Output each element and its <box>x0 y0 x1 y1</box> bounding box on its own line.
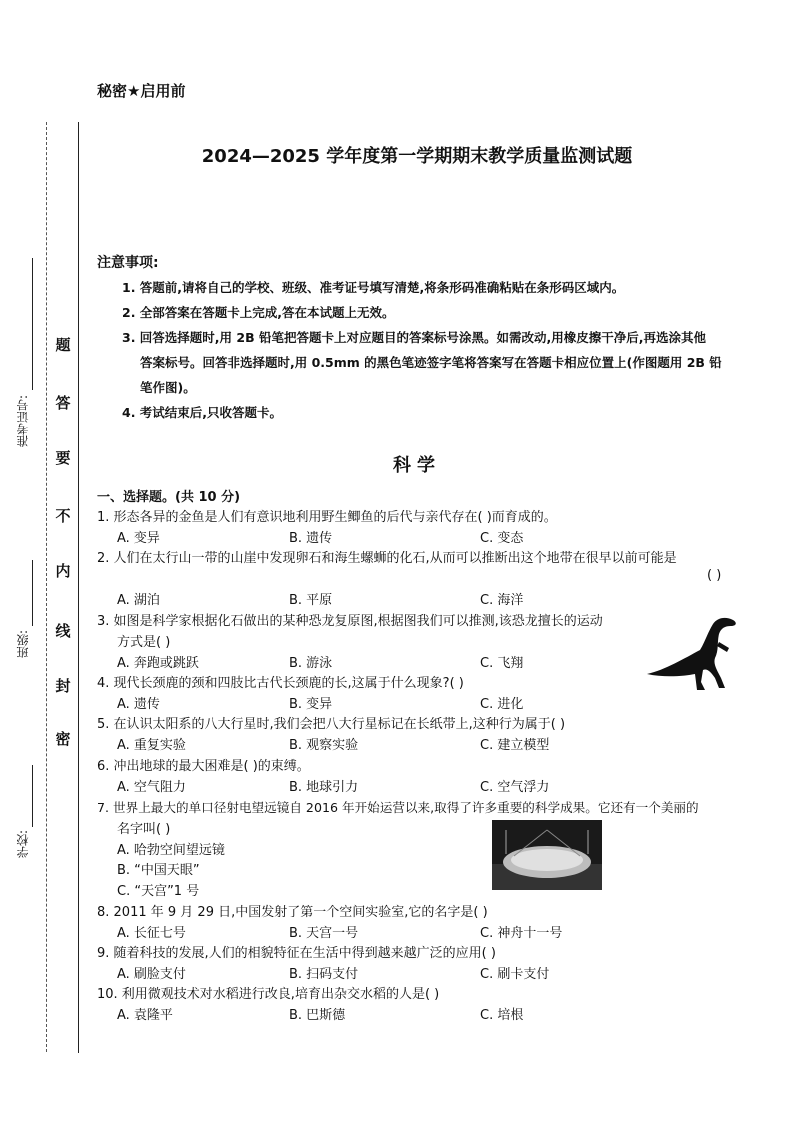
option-b: B. 地球引力 <box>289 780 359 795</box>
exam-id-label: 准考证号: <box>16 395 30 448</box>
question-stem: 1. 形态各异的金鱼是人们有意识地利用野生鲫鱼的后代与亲代存在( )而育成的。 <box>97 510 557 525</box>
option-a: A. 变异 <box>117 531 160 546</box>
binding-dashed-line <box>46 122 47 1052</box>
option-a: A. 刷脸支付 <box>117 967 186 982</box>
option-b: B. 巴斯德 <box>289 1008 346 1023</box>
note-item: 4. 考试结束后,只收答题卡。 <box>122 405 283 420</box>
option-a: A. 奔跑或跳跃 <box>117 656 199 671</box>
seal-char: 内 <box>55 562 71 580</box>
option-c: C. 变态 <box>480 531 524 546</box>
option-b: B. “中国天眼” <box>117 863 200 878</box>
exam-id-field[interactable] <box>32 258 33 390</box>
school-field[interactable] <box>32 765 33 827</box>
question-stem: 10. 利用微观技术对水稻进行改良,培育出杂交水稻的人是( ) <box>97 987 440 1002</box>
binding-solid-line <box>78 122 79 1053</box>
option-c: C. 进化 <box>480 697 524 712</box>
seal-char: 线 <box>55 622 71 640</box>
page-title: 2024—2025 学年度第一学期期末教学质量监测试题 <box>201 146 633 167</box>
question-stem: 9. 随着科技的发展,人们的相貌特征在生活中得到越来越广泛的应用( ) <box>97 946 496 961</box>
option-a: A. 袁隆平 <box>117 1008 173 1023</box>
option-b: B. 天宫一号 <box>289 926 359 941</box>
option-c: C. 海洋 <box>480 593 524 608</box>
option-b: B. 扫码支付 <box>289 967 359 982</box>
answer-blank: ( ) <box>707 568 722 583</box>
telescope-photo <box>492 820 602 890</box>
seal-char: 封 <box>55 677 71 695</box>
seal-char: 密 <box>55 730 71 748</box>
option-a: A. 哈勃空间望远镜 <box>117 843 225 858</box>
option-b: B. 观察实验 <box>289 738 359 753</box>
note-item: 2. 全部答案在答题卡上完成,答在本试题上无效。 <box>122 305 395 320</box>
school-label: 学校: <box>16 830 30 859</box>
option-c: C. “天宫”1 号 <box>117 884 200 899</box>
question-stem: 8. 2011 年 9 月 29 日,中国发射了第一个空间实验室,它的名字是( ) <box>97 905 488 920</box>
option-c: C. 培根 <box>480 1008 524 1023</box>
seal-char: 要 <box>55 449 71 467</box>
option-a: A. 遗传 <box>117 697 160 712</box>
seal-char: 答 <box>55 394 71 412</box>
option-c: C. 飞翔 <box>480 656 524 671</box>
note-item: 笔作图)。 <box>140 380 196 395</box>
class-label: 班级: <box>16 630 30 659</box>
option-b: B. 平原 <box>289 593 333 608</box>
notes-heading: 注意事项: <box>97 255 159 271</box>
option-c: C. 刷卡支付 <box>480 967 550 982</box>
question-stem-cont: 方式是( ) <box>117 635 171 650</box>
question-stem: 7. 世界上最大的单口径射电望远镜自 2016 年开始运营以来,取得了许多重要的科学成果。它还有一个美丽的 <box>97 800 699 815</box>
option-c: C. 建立模型 <box>480 738 550 753</box>
seal-char: 题 <box>55 336 71 354</box>
note-item: 1. 答题前,请将自己的学校、班级、准考证号填写清楚,将条形码准确粘贴在条形码区域内。 <box>122 280 625 295</box>
question-stem: 5. 在认识太阳系的八大行星时,我们会把八大行星标记在长纸带上,这种行为属于( ) <box>97 717 566 732</box>
option-b: B. 变异 <box>289 697 333 712</box>
confidential-label: 秘密★启用前 <box>97 82 186 100</box>
subject-title: 科学 <box>393 455 441 476</box>
class-field[interactable] <box>32 560 33 626</box>
seal-char: 不 <box>55 507 71 525</box>
question-stem: 2. 人们在太行山一带的山崖中发现卵石和海生螺蛳的化石,从而可以推断出这个地带在很早以前可能是 <box>97 551 677 566</box>
question-stem-cont: 名字叫( ) <box>117 822 171 837</box>
note-item: 3. 回答选择题时,用 2B 铅笔把答题卡上对应题目的答案标号涂黑。如需改动,用橡皮擦干净后,再选涂其他 <box>122 330 706 345</box>
question-stem: 4. 现代长颈鹿的颈和四肢比古代长颈鹿的长,这属于什么现象?( ) <box>97 676 464 691</box>
option-c: C. 空气浮力 <box>480 780 550 795</box>
question-stem: 6. 冲出地球的最大困难是( )的束缚。 <box>97 759 310 774</box>
option-c: C. 神舟十一号 <box>480 926 563 941</box>
note-item: 答案标号。回答非选择题时,用 0.5mm 的黑色笔迹签字笔将答案写在答题卡相应位置上(作图题用 2B 铅 <box>140 355 722 370</box>
option-b: B. 遗传 <box>289 531 333 546</box>
option-a: A. 重复实验 <box>117 738 186 753</box>
option-a: A. 长征七号 <box>117 926 186 941</box>
question-stem: 3. 如图是科学家根据化石做出的某种恐龙复原图,根据图我们可以推测,该恐龙擅长的运动 <box>97 614 603 629</box>
option-a: A. 湖泊 <box>117 593 160 608</box>
option-a: A. 空气阻力 <box>117 780 186 795</box>
section-title: 一、选择题。(共 10 分) <box>97 490 241 505</box>
option-b: B. 游泳 <box>289 656 333 671</box>
